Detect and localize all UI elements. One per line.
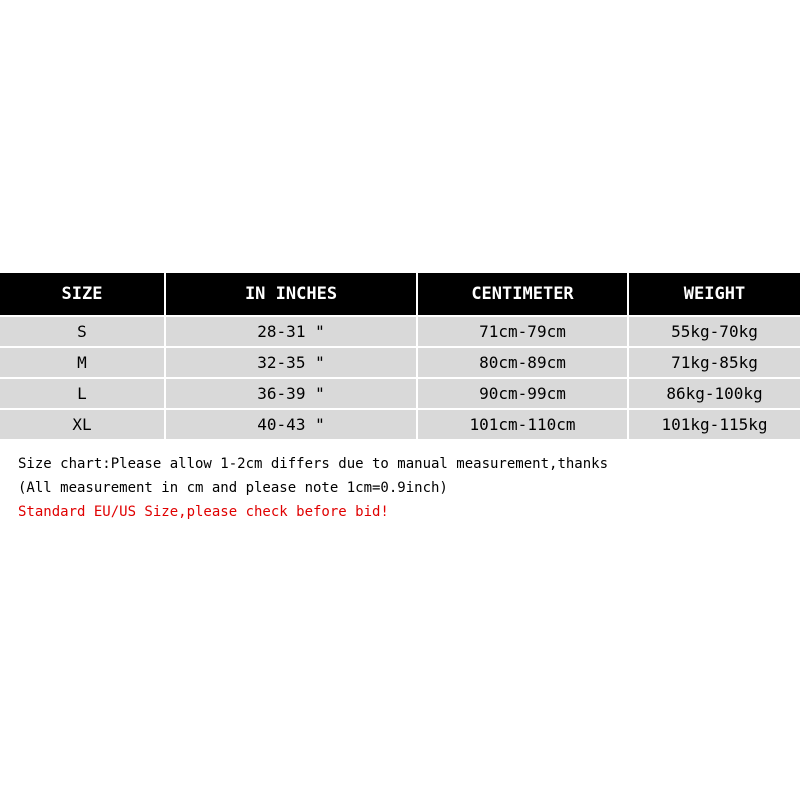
cell-size: L xyxy=(0,378,165,409)
cell-inches: 40-43 " xyxy=(165,409,417,439)
cell-weight: 55kg-70kg xyxy=(628,316,800,347)
table-row xyxy=(0,378,800,409)
cell-size: XL xyxy=(0,409,165,439)
table-row xyxy=(0,409,800,439)
cell-inches: 36-39 " xyxy=(165,378,417,409)
header-centimeter: CENTIMETER xyxy=(417,273,628,316)
cell-centimeter: 101cm-110cm xyxy=(417,409,628,439)
header-size: SIZE xyxy=(0,273,165,316)
cell-weight: 101kg-115kg xyxy=(628,409,800,439)
cell-centimeter: 90cm-99cm xyxy=(417,378,628,409)
table-header-row xyxy=(0,273,800,316)
cell-inches: 32-35 " xyxy=(165,347,417,378)
note-measurement-allowance: Size chart:Please allow 1-2cm differs due to manual measurement,thanks xyxy=(18,456,609,472)
note-size-warning: Standard EU/US Size,please check before bid! xyxy=(18,504,389,520)
header-weight: WEIGHT xyxy=(628,273,800,316)
size-chart-table xyxy=(0,273,800,439)
header-in-inches: IN INCHES xyxy=(165,273,417,316)
cell-centimeter: 71cm-79cm xyxy=(417,316,628,347)
cell-weight: 71kg-85kg xyxy=(628,347,800,378)
cell-weight: 86kg-100kg xyxy=(628,378,800,409)
cell-size: M xyxy=(0,347,165,378)
cell-size: S xyxy=(0,316,165,347)
table-row xyxy=(0,316,800,347)
cell-inches: 28-31 " xyxy=(165,316,417,347)
size-notes xyxy=(18,452,788,524)
note-unit-conversion: (All measurement in cm and please note 1cm=0.9inch) xyxy=(18,480,448,496)
cell-centimeter: 80cm-89cm xyxy=(417,347,628,378)
table-row xyxy=(0,347,800,378)
